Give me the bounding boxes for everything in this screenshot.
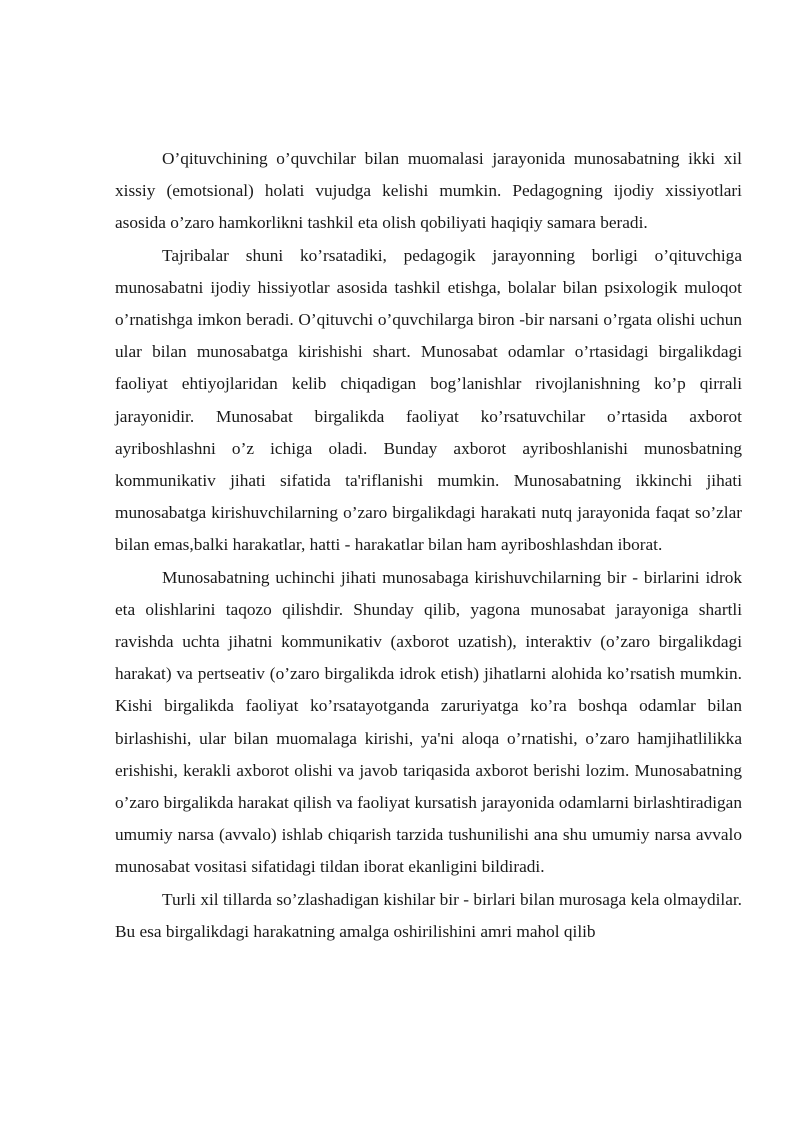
paragraph-three-aspects: Munosabatning uchinchi jihati munosabaga kirishuvchilarning bir - birlarini idrok eta olishlarini taqozo qilishdir. Shunday qilib, yagona munosabat jarayoniga shartli ravishda uchta jihatni kommunikativ (axborot uzatish), interaktiv (o’zaro birgalikdagi harakat) va pertseativ (o’zaro birgalikda idrok etish) jihatlarni alohida ko’rsatish mumkin. Kishi birgalikda faoliyat ko’rsatayotganda zaruriyatga ko’ra boshqa odamlar bilan birlashishi, ular bilan muomalaga kirishi, ya'ni aloqa o’rnatishi, o’zaro hamjihatlilikka erishishi, kerakli axborot olishi va javob tariqasida axborot berishi lozim. Munosabatning o’zaro birgalikda harakat qilish va faoliyat kursatish jarayonida odamlarni birlashtiradigan umumiy narsa (avvalo) ishlab chiqarish tarzida tushunilishi ana shu umumiy narsa avvalo munosabat vositasi sifatidagi tildan iborat ekanligini bildiradi. <box>115 567 742 877</box>
paragraph-languages: Turli xil tillarda so’zlashadigan kishilar bir - birlari bilan murosaga kela olmaydilar. Bu esa birgalikdagi harakatning amalga oshirilishini amri mahol qilib <box>115 889 742 941</box>
paragraph-pedagogical-communication: Tajribalar shuni ko’rsatadiki, pedagogik jarayonning borligi o’qituvchiga munosabatni ijodiy hissiyotlar asosida tashkil etishga, bolalar bilan psixologik muloqot o’rnatishga imkon beradi. O’qituvchi o’quvchilarga biron -bir narsani o’rgata olishi uchun ular bilan munosabatga kirishishi shart. Munosabat odamlar o’rtasidagi birgalikdagi faoliyat ehtiyojlaridan kelib chiqadigan bog’lanishlar rivojlanishning ko’p qirrali jarayonidir. Munosabat birgalikda faoliyat ko’rsatuvchilar o’rtasida axborot ayriboshlashni o’z ichiga oladi. Bunday axborot ayriboshlanishi munosbatning kommunikativ jihati sifatida ta'riflanishi mumkin. Munosabatning ikkinchi jihati munosabatga kirishuvchilarning o’zaro birgalikdagi harakati nutq jarayonida faqat so’zlar bilan emas,balki harakatlar, hatti - harakatlar bilan ham ayriboshlashdan iborat. <box>115 245 742 555</box>
document-page <box>115 143 742 948</box>
paragraph-emotional-states: O’qituvchining o’quvchilar bilan muomalasi jarayonida munosabatning ikki xil xissiy (emotsional) holati vujudga kelishi mumkin. Pedagogning ijodiy xissiyotlari asosida o’zaro hamkorlikni tashkil eta olish qobiliyati haqiqiy samara beradi. <box>115 149 742 233</box>
